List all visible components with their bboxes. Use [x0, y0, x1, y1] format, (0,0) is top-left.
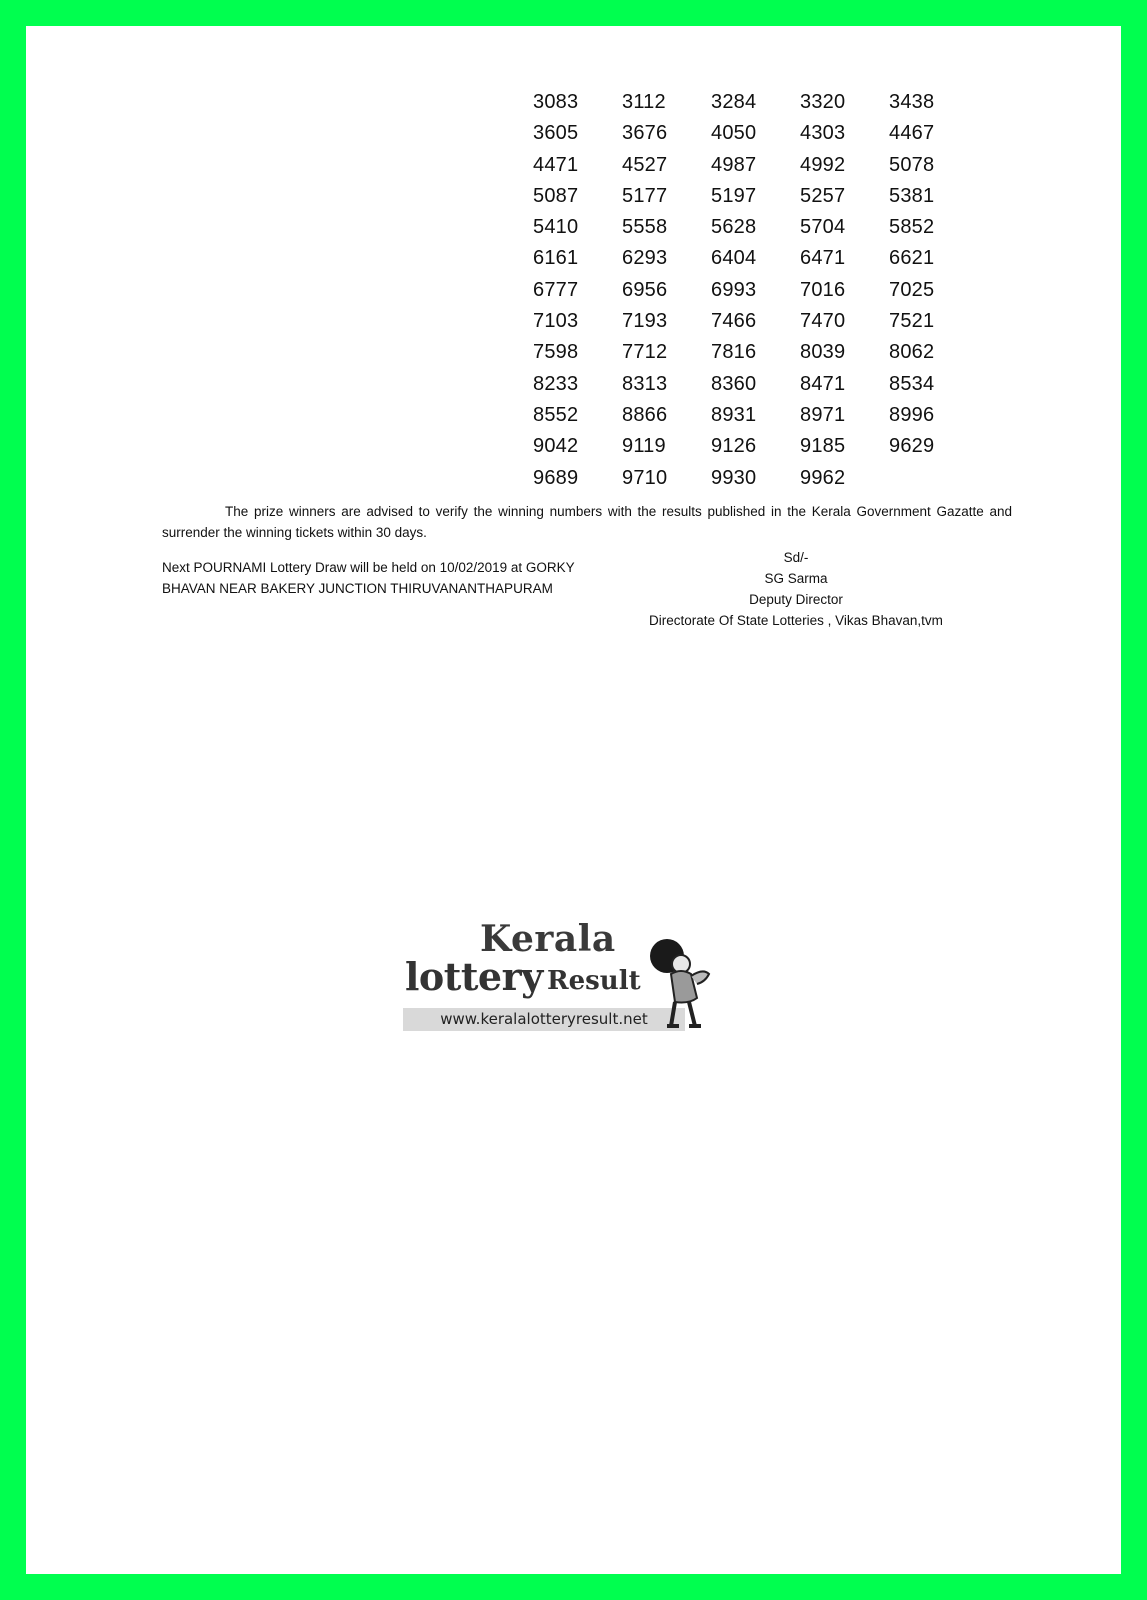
winning-number: 8866: [622, 403, 668, 426]
winning-number: 7466: [711, 310, 757, 333]
winning-number: 8062: [889, 341, 935, 364]
winning-number: 3320: [800, 91, 846, 113]
winning-number: 4471: [533, 153, 579, 176]
winning-number: 5852: [889, 216, 935, 239]
winning-number: 8313: [622, 372, 668, 395]
winning-number: 6621: [889, 247, 935, 270]
winning-number: 3083: [533, 91, 579, 113]
logo-url-text: www.keralalotteryresult.net: [403, 1008, 685, 1031]
winning-number: 3605: [533, 122, 579, 145]
next-draw-info: [162, 557, 632, 599]
winning-number: 4467: [889, 122, 935, 145]
winning-number: 8233: [533, 372, 579, 395]
winning-number: 7016: [800, 278, 846, 301]
logo-lottery-text: lottery: [405, 954, 543, 999]
winning-number: 8971: [800, 403, 846, 426]
winning-number: 9689: [533, 466, 579, 489]
signatory-name: SG Sarma: [764, 571, 828, 586]
document-page: [26, 26, 1121, 1574]
winning-number: 7712: [622, 341, 668, 364]
winning-number: 8931: [711, 403, 757, 426]
winning-number: 8039: [800, 341, 846, 364]
winning-number: 9185: [800, 435, 846, 458]
signature-sd: Sd/-: [783, 550, 809, 565]
winning-number: 4992: [800, 153, 846, 176]
winning-number: 7103: [533, 310, 579, 333]
verification-notice: The prize winners are advised to verify the winning numbers with the results published in the Kerala Government Gazatte and surrender the winning tickets within 30 days.: [162, 504, 1012, 540]
mascot-figure-icon: [645, 938, 723, 1032]
winning-number: 4303: [800, 122, 846, 145]
winning-number: 3284: [711, 91, 757, 113]
winning-number: 7025: [889, 278, 935, 301]
winning-number: 8471: [800, 372, 846, 395]
winning-number: 3676: [622, 122, 668, 145]
winning-number: 7598: [533, 341, 579, 364]
winning-number: 5628: [711, 216, 757, 239]
winning-number: 8360: [711, 372, 757, 395]
winning-number: 5078: [889, 153, 935, 176]
signature-block: [626, 547, 966, 631]
logo-kerala-text: Kerala: [480, 918, 616, 960]
winning-number: 9930: [711, 466, 757, 489]
winning-number: 9042: [533, 435, 579, 458]
next-draw-line-1: Next POURNAMI Lottery Draw will be held on 10/02/2019 at GORKY: [162, 560, 575, 575]
winning-number: 5257: [800, 184, 846, 207]
winning-number: 5558: [622, 216, 668, 239]
winning-number: 4987: [711, 153, 757, 176]
winning-number: 6777: [533, 278, 579, 301]
winning-number: 6993: [711, 278, 757, 301]
next-draw-line-2: BHAVAN NEAR BAKERY JUNCTION THIRUVANANTHAPURAM: [162, 581, 553, 596]
logo-result-text: Result: [547, 966, 641, 996]
winning-number: 5704: [800, 216, 846, 239]
winning-number: 3112: [622, 91, 666, 113]
winning-number: 8996: [889, 403, 935, 426]
winning-number: 7193: [622, 310, 668, 333]
winning-number: 9710: [622, 466, 668, 489]
winning-number: 9119: [622, 435, 666, 458]
winning-number: 6404: [711, 247, 757, 270]
kerala-lottery-result-logo: [405, 918, 721, 1044]
winning-number: 4527: [622, 153, 668, 176]
signatory-designation: Deputy Director: [749, 592, 843, 607]
winning-number: 5197: [711, 184, 757, 207]
winning-number: 8552: [533, 403, 579, 426]
winning-number: 9126: [711, 435, 757, 458]
winning-number: 3438: [889, 91, 935, 113]
winning-number: 6956: [622, 278, 668, 301]
winning-number: 5177: [622, 184, 668, 207]
winning-numbers-grid: [533, 87, 978, 494]
winning-number: 9629: [889, 435, 935, 458]
winning-number: 7816: [711, 341, 757, 364]
winning-number: 4050: [711, 122, 757, 145]
winning-number: 5381: [889, 184, 935, 207]
winning-number: 6471: [800, 247, 846, 270]
winning-number: 7470: [800, 310, 846, 333]
winning-number: 7521: [889, 310, 935, 333]
signatory-office: Directorate Of State Lotteries , Vikas Bhavan,tvm: [649, 613, 943, 628]
winning-number: 5087: [533, 184, 579, 207]
winning-number: 5410: [533, 216, 579, 239]
winning-number: 6293: [622, 247, 668, 270]
winning-number: 8534: [889, 372, 935, 395]
winning-number: 6161: [533, 247, 579, 270]
winning-number: 9962: [800, 466, 846, 489]
